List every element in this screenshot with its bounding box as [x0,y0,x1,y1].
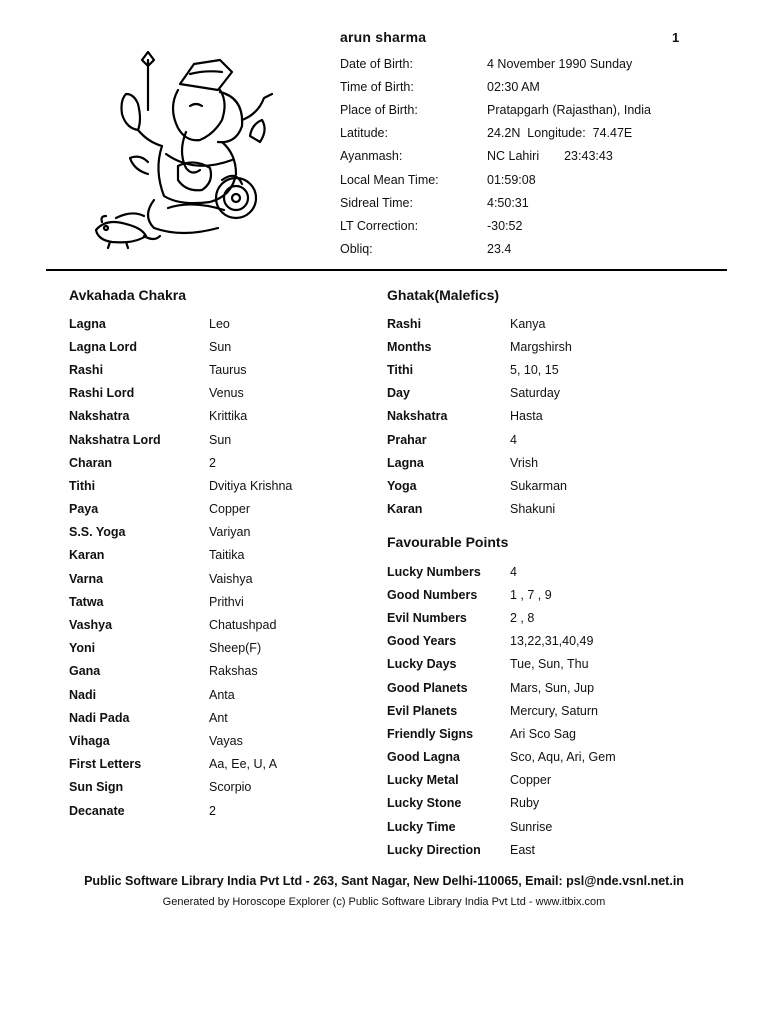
row-key: Friendly Signs [387,726,474,741]
row-value: Kanya [510,316,546,331]
table-row [387,722,616,745]
avkahada-title: Avkahada Chakra [69,287,186,303]
birth-row [340,191,700,214]
birth-value: 4 November 1990 Sunday [487,56,633,71]
row-key: Nadi Pada [69,710,130,725]
row-value: Sun [209,339,232,354]
ghatak-title: Ghatak(Malefics) [387,287,500,303]
row-key: Lucky Metal [387,773,459,788]
table-row [387,769,616,792]
birth-label: Place of Birth: [340,102,418,117]
birth-label: Latitude: [340,126,388,141]
table-row [387,630,616,653]
row-key: Lagna [69,316,106,331]
table-row [69,428,292,451]
birth-row [340,98,700,121]
table-row [387,405,572,428]
row-value: Anta [209,687,235,702]
row-value: Leo [209,316,230,331]
row-value: 2 [209,455,216,470]
row-value: Rakshas [209,664,258,679]
table-row [387,451,572,474]
row-value: Taurus [209,362,247,377]
birth-label: LT Correction: [340,218,419,233]
row-value: Ant [209,710,228,725]
table-row [387,792,616,815]
row-key: Months [387,339,432,354]
table-row [69,405,292,428]
ganesha-illustration [82,50,282,250]
row-key: Lucky Time [387,819,456,834]
table-row [387,382,572,405]
row-key: Lagna Lord [69,339,138,354]
table-row [69,521,292,544]
row-value: Shakuni [510,502,556,517]
row-value: East [510,842,536,857]
birth-value: Pratapgarh (Rajasthan), India [487,102,651,117]
table-row [69,358,292,381]
row-value: 4 [510,564,517,579]
table-row [69,451,292,474]
row-key: Vihaga [69,733,110,748]
generated-footer: Generated by Horoscope Explorer (c) Public Software Library India Pvt Ltd - www.itbix.com [162,896,606,908]
table-row [69,729,292,752]
table-row [387,358,572,381]
birth-row [340,145,700,168]
row-value: Venus [209,386,244,401]
table-row [69,799,292,822]
row-key: Evil Numbers [387,610,467,625]
table-row [69,567,292,590]
row-key: Yoni [69,641,96,656]
row-key: Karan [69,548,105,563]
favourable-title: Favourable Points [387,534,509,550]
row-key: Tithi [69,478,96,493]
ghatak-table [387,312,572,521]
table-row [387,583,616,606]
table-row [387,312,572,335]
row-value: 2 , 8 [510,610,535,625]
row-value: Sco, Aqu, Ari, Gem [510,750,616,765]
table-row [387,606,616,629]
row-key: Lagna [387,455,424,470]
row-key: Lucky Numbers [387,564,481,579]
row-key: Lucky Stone [387,796,462,811]
table-row [69,613,292,636]
row-value: Sukarman [510,478,567,493]
row-value: Tue, Sun, Thu [510,657,589,672]
birth-row [340,52,700,75]
row-value: 4 [510,432,517,447]
row-value: Hasta [510,409,543,424]
table-row [387,815,616,838]
row-value: Scorpio [209,780,252,795]
table-row [69,753,292,776]
row-value: Taitika [209,548,245,563]
birth-label: Ayanmash: [340,149,403,164]
birth-label: Sidreal Time: [340,195,413,210]
row-key: Evil Planets [387,703,458,718]
row-key: Good Planets [387,680,468,695]
row-value: Variyan [209,525,251,540]
row-key: Prahar [387,432,427,447]
table-row [387,838,616,861]
table-row [69,382,292,405]
row-value: Vrish [510,455,539,470]
row-value: Chatushpad [209,618,277,633]
row-key: Sun Sign [69,780,124,795]
table-row [387,746,616,769]
company-footer: Public Software Library India Pvt Ltd - 263, Sant Nagar, New Delhi-110065, Email: psl@nde.vsnl.net.in [84,874,684,888]
birth-row [340,168,700,191]
table-row [69,706,292,729]
row-value: Dvitiya Krishna [209,478,293,493]
row-key: Day [387,386,410,401]
row-value: 2 [209,803,216,818]
row-value: Sheep(F) [209,641,262,656]
table-row [69,590,292,613]
birth-label: Local Mean Time: [340,172,439,187]
row-value: Mars, Sun, Jup [510,680,595,695]
row-value: Mercury, Saturn [510,703,598,718]
row-key: Yoga [387,478,417,493]
row-key: Nadi [69,687,97,702]
row-key: Nakshatra Lord [69,432,161,447]
table-row [69,544,292,567]
row-value: 13,22,31,40,49 [510,634,594,649]
row-key: Rashi [387,316,422,331]
row-key: Charan [69,455,113,470]
row-value: Sunrise [510,819,553,834]
birth-value: 23.4 [487,242,512,257]
page-number: 1 [672,30,680,45]
birth-row [340,122,700,145]
row-key: Rashi Lord [69,386,135,401]
ayanamsha-value: 23:43:43 [564,149,613,164]
row-value: Prithvi [209,594,244,609]
divider [46,269,727,271]
birth-value: 4:50:31 [487,195,529,210]
birth-value: 01:59:08 [487,172,536,187]
row-key: Tatwa [69,594,104,609]
table-row [69,474,292,497]
row-key: Good Years [387,634,457,649]
row-key: Lucky Direction [387,842,481,857]
row-value: Ruby [510,796,540,811]
birth-label: Obliq: [340,242,373,257]
birth-row [340,214,700,237]
birth-row [340,75,700,98]
table-row [69,335,292,358]
row-value: 1 , 7 , 9 [510,587,552,602]
row-value: Saturday [510,386,561,401]
row-key: Nakshatra [69,409,130,424]
table-row [69,312,292,335]
row-key: Decanate [69,803,125,818]
birth-row [340,238,700,261]
row-key: Vashya [69,618,113,633]
person-name: arun sharma [340,29,427,45]
row-key: Tithi [387,362,414,377]
row-key: Paya [69,502,99,517]
row-key: Nakshatra [387,409,448,424]
table-row [69,683,292,706]
table-row [387,676,616,699]
table-row [387,653,616,676]
row-value: Vayas [209,733,243,748]
table-row [69,660,292,683]
birth-value: -30:52 [487,218,523,233]
table-row [387,560,616,583]
table-row [387,474,572,497]
row-value: Margshirsh [510,339,572,354]
birth-label: Date of Birth: [340,56,413,71]
table-row [69,776,292,799]
row-value: Copper [510,773,551,788]
table-row [387,699,616,722]
row-key: Karan [387,502,423,517]
row-value: Aa, Ee, U, A [209,757,278,772]
row-key: Lucky Days [387,657,457,672]
birth-value: 24.2N Longitude: 74.47E [487,126,633,141]
row-value: 5, 10, 15 [510,362,559,377]
birth-label: Time of Birth: [340,79,414,94]
favourable-table [387,560,616,861]
row-value: Vaishya [209,571,253,586]
table-row [69,637,292,660]
birth-value: NC Lahiri [487,149,540,164]
row-value: Ari Sco Sag [510,726,577,741]
birth-value: 02:30 AM [487,79,540,94]
table-row [387,335,572,358]
row-key: S.S. Yoga [69,525,126,540]
row-key: First Letters [69,757,142,772]
row-key: Varna [69,571,104,586]
row-value: Copper [209,502,250,517]
row-key: Gana [69,664,101,679]
table-row [387,498,572,521]
row-key: Good Lagna [387,750,460,765]
row-key: Rashi [69,362,104,377]
row-value: Sun [209,432,232,447]
table-row [69,498,292,521]
row-key: Good Numbers [387,587,478,602]
avkahada-table [69,312,292,822]
row-value: Krittika [209,409,248,424]
birth-details [340,52,700,261]
table-row [387,428,572,451]
